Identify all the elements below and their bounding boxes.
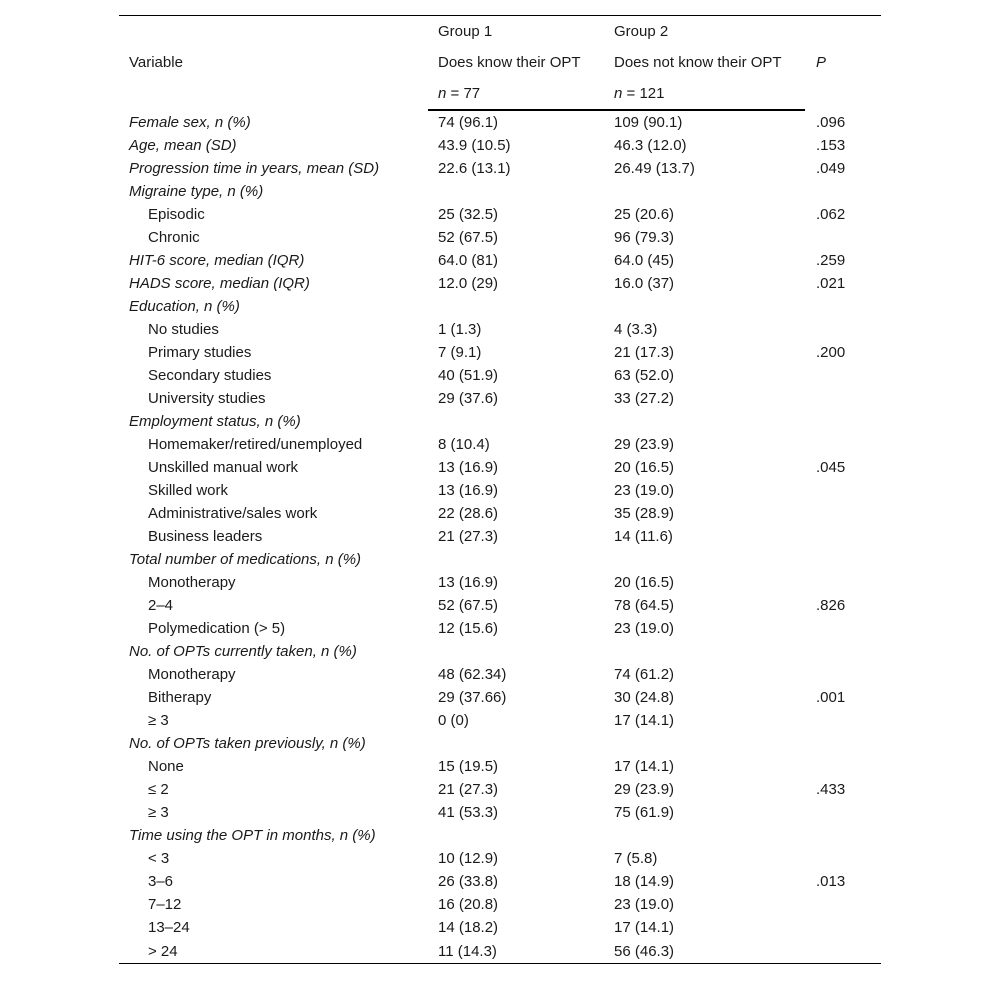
p-value [805,410,881,433]
variable-subcategory: University studies [148,390,266,407]
variable-subcategory: Homemaker/retired/unemployed [148,436,363,453]
variable-heading: Total number of medications, n (%) [129,551,362,568]
group1-value [428,295,604,318]
variable-subcategory: Business leaders [148,528,263,545]
group1-value: 29 (37.66) [438,689,507,706]
table-row [119,663,881,686]
variable-heading: Education, n (%) [129,298,240,315]
table-row [119,364,881,387]
variable-heading: Migraine type, n (%) [129,183,264,200]
group2-value: 33 (27.2) [614,390,675,407]
variable-subcategory: 2–4 [148,597,174,614]
variable-subcategory: Skilled work [148,482,229,499]
table-row [119,686,881,709]
p-value: .049 [816,160,846,177]
group2-value: 35 (28.9) [614,505,675,522]
variable-subcategory: None [148,758,184,775]
group1-value: 52 (67.5) [438,597,499,614]
group1-value: 13 (16.9) [438,482,499,499]
table-row [119,433,881,456]
table-row [119,203,881,226]
group1-value: 74 (96.1) [438,114,499,131]
header-p-spacer [805,16,881,48]
group2-value: 63 (52.0) [614,367,675,384]
group1-value: 21 (27.3) [438,528,499,545]
p-value [805,364,881,387]
p-value [805,663,881,686]
table-row [119,410,881,433]
group2-value: 64.0 (45) [614,252,675,269]
table-row [119,479,881,502]
p-value: .200 [816,344,846,361]
group1-value: 13 (16.9) [438,459,499,476]
variable-subcategory: No studies [148,321,219,338]
group1-value: 12.0 (29) [438,275,499,292]
header-group1-n [428,78,604,110]
table-row [119,893,881,916]
table-row [119,939,881,964]
header-variable-spacer [119,16,428,48]
header-group1-title: Group 1 [428,16,604,48]
variable-subcategory: Polymedication (> 5) [148,620,286,637]
header-variable: Variable [129,54,183,71]
group2-value [604,548,805,571]
p-value [805,180,881,203]
p-value [805,801,881,824]
variable-subcategory: Secondary studies [148,367,272,384]
variable-heading: Employment status, n (%) [129,413,301,430]
table-row [119,847,881,870]
p-value [805,318,881,341]
table-body [119,110,881,964]
group2-value: 25 (20.6) [614,206,675,223]
group2-value: 23 (19.0) [614,482,675,499]
group2-value: 46.3 (12.0) [614,137,687,154]
table-row [119,617,881,640]
p-value [805,709,881,732]
group2-value: 17 (14.1) [614,758,675,775]
p-value: .433 [816,781,846,798]
group1-n-label: n [438,85,447,102]
p-value [805,295,881,318]
group2-value [604,824,805,847]
group1-value: 29 (37.6) [438,390,499,407]
group1-value: 26 (33.8) [438,873,499,890]
group2-value: 56 (46.3) [604,939,805,964]
table-row [119,341,881,364]
group1-value: 13 (16.9) [438,574,499,591]
table-row [119,110,881,134]
table-row [119,870,881,893]
p-value [805,893,881,916]
group1-value: 7 (9.1) [438,344,482,361]
variable-subcategory: Monotherapy [148,574,236,591]
p-value: .013 [816,873,846,890]
p-value [805,755,881,778]
p-value: .153 [816,137,846,154]
group2-value: 74 (61.2) [614,666,675,683]
p-value: .045 [816,459,846,476]
variable-heading: HADS score, median (IQR) [129,275,310,292]
group2-value: 23 (19.0) [614,620,675,637]
group2-value: 109 (90.1) [614,114,683,131]
p-value [805,433,881,456]
group1-value: 22 (28.6) [438,505,499,522]
group2-value: 20 (16.5) [614,574,675,591]
table-row [119,180,881,203]
group2-value: 20 (16.5) [614,459,675,476]
variable-subcategory: ≥ 3 [148,712,169,729]
group2-n-label: n [614,85,623,102]
group1-value: 0 (0) [438,712,469,729]
header-n-spacer [119,78,428,110]
p-value [805,640,881,663]
variable-heading: Progression time in years, mean (SD) [129,160,380,177]
group1-n-value: = 77 [446,85,481,102]
group1-value [428,824,604,847]
variable-subcategory: Administrative/sales work [148,505,318,522]
variable-subcategory: Episodic [148,206,205,223]
group1-value: 43.9 (10.5) [438,137,511,154]
table-row [119,732,881,755]
variable-subcategory: Chronic [148,229,200,246]
p-value: .062 [816,206,846,223]
table-header [119,16,881,111]
p-value [805,502,881,525]
group1-value: 22.6 (13.1) [438,160,511,177]
group2-value [604,640,805,663]
p-value [805,525,881,548]
table-row [119,801,881,824]
header-n-p-spacer [805,78,881,110]
group2-value: 78 (64.5) [614,597,675,614]
variable-subcategory: 3–6 [148,873,174,890]
group1-value: 15 (19.5) [438,758,499,775]
group1-value [428,180,604,203]
p-value: .096 [816,113,846,131]
group2-value: 14 (11.6) [614,528,673,545]
variable-subcategory: Bitherapy [148,689,212,706]
variable-heading: Time using the OPT in months, n (%) [129,827,376,844]
table-row [119,318,881,341]
variable-heading: Age, mean (SD) [129,137,237,154]
variable-subcategory: 7–12 [148,896,182,913]
group2-value: 17 (14.1) [614,712,675,729]
group1-value [428,640,604,663]
header-group2-desc: Does not know their OPT [614,54,782,71]
group1-value: 52 (67.5) [438,229,499,246]
variable-heading: No. of OPTs currently taken, n (%) [129,643,357,660]
table-row [119,824,881,847]
group2-n-value: = 121 [622,85,665,102]
group2-value: 96 (79.3) [614,229,675,246]
variable-subcategory: 13–24 [148,919,190,936]
group2-value [604,732,805,755]
group2-value: 26.49 (13.7) [614,160,695,177]
group2-value: 16.0 (37) [614,275,675,292]
group1-value [428,548,604,571]
group1-value [428,732,604,755]
group2-value: 7 (5.8) [614,850,658,867]
comparison-table [119,15,881,964]
table-row [119,502,881,525]
group1-value: 1 (1.3) [438,321,482,338]
group2-value: 23 (19.0) [614,896,675,913]
group2-value: 4 (3.3) [614,321,658,338]
group2-value: 29 (23.9) [614,781,675,798]
table-row [119,916,881,939]
p-value: .826 [816,597,846,614]
p-value [805,479,881,502]
group2-value: 29 (23.9) [614,436,675,453]
group2-value: 75 (61.9) [614,804,675,821]
group1-value: 14 (18.2) [438,919,499,936]
table-row [119,387,881,410]
p-value: .001 [816,689,846,706]
p-value [805,387,881,410]
group1-value: 10 (12.9) [438,850,499,867]
p-value [805,824,881,847]
table-row [119,548,881,571]
group1-value: 11 (14.3) [428,939,604,964]
table-row [119,295,881,318]
group1-value: 12 (15.6) [438,620,499,637]
comparison-table-container [119,15,881,964]
variable-subcategory: ≤ 2 [148,781,169,798]
group2-value: 30 (24.8) [614,689,675,706]
table-row [119,778,881,801]
p-value: .021 [816,275,846,292]
group2-value: 18 (14.9) [614,873,675,890]
table-row [119,594,881,617]
group1-value: 16 (20.8) [438,896,499,913]
variable-subcategory: Unskilled manual work [148,459,299,476]
header-p: P [816,54,827,71]
p-value [805,847,881,870]
group1-value: 21 (27.3) [438,781,499,798]
p-value [805,916,881,939]
table-row [119,709,881,732]
table-row [119,226,881,249]
variable-heading: Female sex, n (%) [129,113,251,131]
variable-subcategory: < 3 [148,850,170,867]
p-value [805,939,881,964]
group1-value [428,410,604,433]
group2-value: 21 (17.3) [614,344,675,361]
group2-value [604,295,805,318]
p-value [805,571,881,594]
group1-value: 48 (62.34) [438,666,507,683]
header-group2-n [604,78,805,110]
p-value [805,617,881,640]
variable-subcategory: Primary studies [148,344,252,361]
group1-value: 40 (51.9) [438,367,499,384]
header-group1-desc: Does know their OPT [438,54,581,71]
variable-subcategory: > 24 [119,939,428,964]
group1-value: 8 (10.4) [438,436,490,453]
group2-value [604,410,805,433]
table-row [119,134,881,157]
p-value [805,732,881,755]
p-value [805,226,881,249]
table-row [119,249,881,272]
table-row [119,272,881,295]
table-row [119,157,881,180]
table-row [119,571,881,594]
group1-value: 41 (53.3) [438,804,499,821]
table-row [119,755,881,778]
variable-subcategory: ≥ 3 [148,804,169,821]
p-value [805,548,881,571]
group2-value: 17 (14.1) [614,919,675,936]
variable-heading: No. of OPTs taken previously, n (%) [129,735,366,752]
variable-subcategory: Monotherapy [148,666,236,683]
group2-value [604,180,805,203]
group1-value: 25 (32.5) [438,206,499,223]
group1-value: 64.0 (81) [438,252,499,269]
table-row [119,640,881,663]
p-value: .259 [816,252,846,269]
variable-heading: HIT-6 score, median (IQR) [129,252,305,269]
header-group2-title: Group 2 [604,16,805,48]
table-row [119,456,881,479]
table-row [119,525,881,548]
